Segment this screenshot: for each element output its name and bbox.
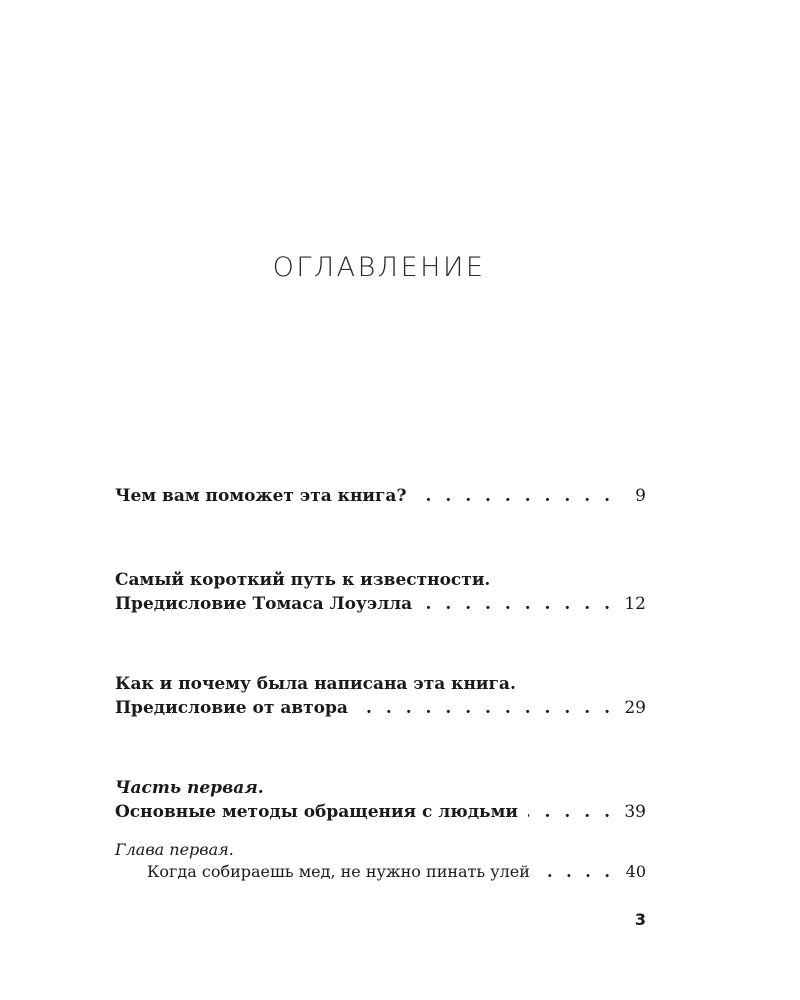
toc-entry-title: Основные методы обращения с людьми [115,802,518,822]
toc-entry-part-one[interactable] [115,777,646,823]
toc-entry-title: Чем вам поможет эта книга? [115,486,407,506]
toc-entry-chapter-one[interactable] [115,840,646,882]
dot-leader [358,697,614,719]
toc-entry-title: Предисловие Томаса Лоуэлла [115,594,413,614]
toc-entry-line [115,593,646,615]
toc-entry-heading: Как и почему была написана эта книга. [115,674,516,694]
toc-entry-lowell-preface[interactable] [115,569,646,615]
toc-page-number: 9 [635,486,646,506]
toc-entry-preface-book[interactable] [115,485,646,507]
toc-page-number: 29 [624,698,646,718]
toc-entry-line [115,862,646,882]
toc-entry-line [115,697,646,719]
page-number: 3 [634,910,646,929]
toc-part-heading: Часть первая. [115,778,264,798]
dot-leader [416,485,614,507]
toc-entry-author-preface[interactable] [115,673,646,719]
toc-chapter-heading: Глава первая. [115,840,234,859]
toc-entry-heading: Самый короткий путь к известности. [115,570,491,590]
dot-leader [540,862,614,882]
page-title: ОГЛАВЛЕНИЕ [272,252,486,283]
toc-page-number: 12 [624,594,646,614]
toc-page-number: 39 [624,802,646,822]
toc-entry-title: Когда собираешь мед, не нужно пинать улей [147,862,530,881]
dot-leader [528,801,614,823]
toc-entry-title: Предисловие от автора [115,698,348,718]
toc-entry-line [115,485,646,507]
toc-page-number: 40 [625,862,646,881]
dot-leader [422,593,614,615]
toc-entry-line [115,801,646,823]
